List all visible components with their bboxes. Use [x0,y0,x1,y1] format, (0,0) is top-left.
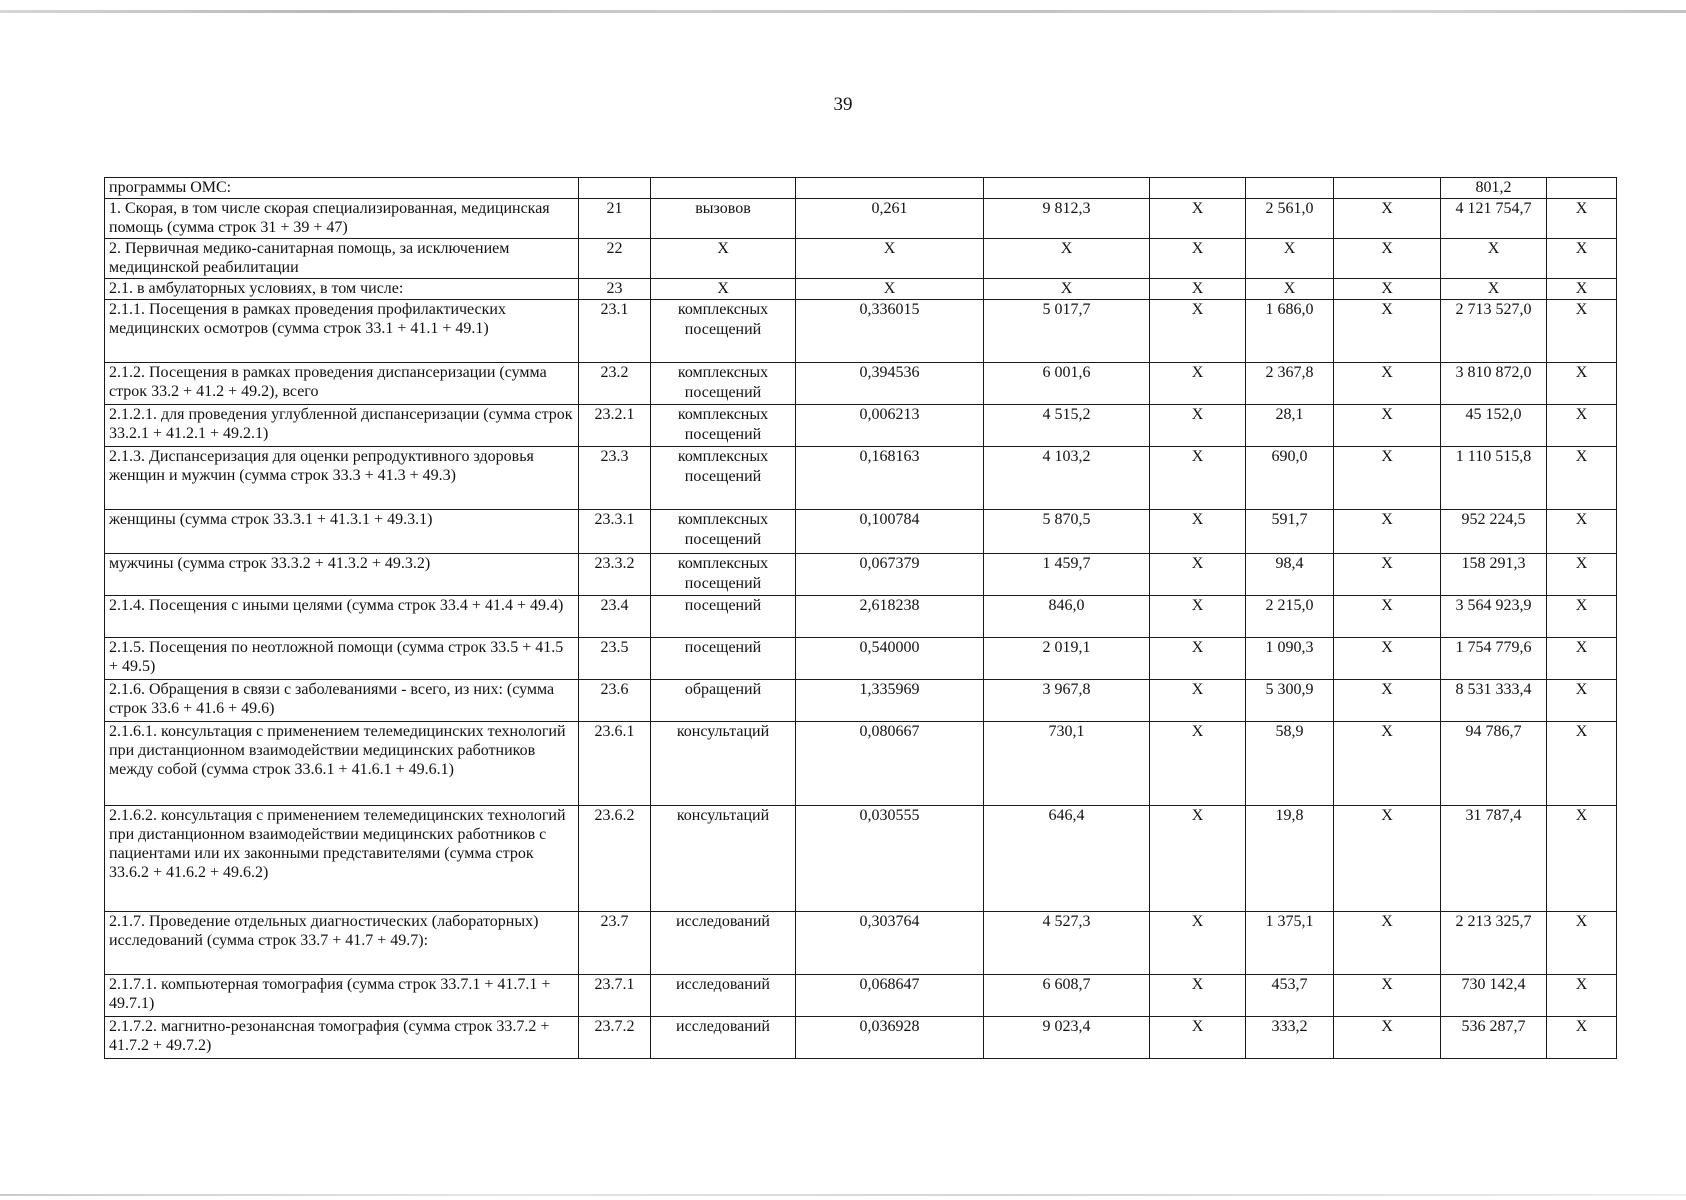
row-unit-cell: комплексных посещений [651,554,796,596]
row-total-cell: 8 531 333,4 [1441,680,1547,722]
row-total-cell: 31 787,4 [1441,806,1547,912]
row-col6-cell: X [1150,638,1246,680]
row-name-cell: 2.1.2.1. для проведения углубленной диспансеризации (сумма строк 33.2.1 + 41.2.1 + 49.2.1) [105,405,579,447]
row-unit-cell: X [651,279,796,300]
row-code-cell: 23.7.1 [579,975,651,1017]
row-col8-cell [1334,178,1441,199]
row-col8-cell: X [1334,680,1441,722]
table-row [105,722,1617,806]
row-code-cell: 23.7 [579,912,651,975]
row-volume-cell: X [796,279,984,300]
row-col8-cell: X [1334,912,1441,975]
row-col8-cell: X [1334,199,1441,239]
row-volume-cell: 0,080667 [796,722,984,806]
row-col6-cell: X [1150,596,1246,638]
row-total-cell: 158 291,3 [1441,554,1547,596]
row-per-capita-cell: 58,9 [1246,722,1334,806]
table-row [105,554,1617,596]
row-col6-cell: X [1150,554,1246,596]
row-col6-cell: X [1150,239,1246,279]
row-total-cell: 536 287,7 [1441,1017,1547,1059]
row-col10-cell: X [1547,1017,1617,1059]
row-per-capita-cell: 1 090,3 [1246,638,1334,680]
row-cost-cell: 6 608,7 [984,975,1150,1017]
row-cost-cell: 5 017,7 [984,300,1150,363]
row-name-cell: 2.1.6. Обращения в связи с заболеваниями - всего, из них: (сумма строк 33.6 + 41.6 + 49.6) [105,680,579,722]
row-per-capita-cell: X [1246,279,1334,300]
row-volume-cell: 2,618238 [796,596,984,638]
row-volume-cell: 1,335969 [796,680,984,722]
row-col10-cell: X [1547,199,1617,239]
row-per-capita-cell: 28,1 [1246,405,1334,447]
row-per-capita-cell: 98,4 [1246,554,1334,596]
row-code-cell: 23.6.2 [579,806,651,912]
row-unit-cell: консультаций [651,722,796,806]
row-col10-cell: X [1547,239,1617,279]
row-per-capita-cell: 2 215,0 [1246,596,1334,638]
page-number: 39 [833,94,853,115]
row-code-cell: 22 [579,239,651,279]
row-code-cell: 23 [579,279,651,300]
row-total-cell: X [1441,239,1547,279]
row-total-cell: 94 786,7 [1441,722,1547,806]
row-col10-cell: X [1547,722,1617,806]
row-col6-cell: X [1150,447,1246,510]
table-row [105,239,1617,279]
row-per-capita-cell: 5 300,9 [1246,680,1334,722]
row-col8-cell: X [1334,300,1441,363]
row-unit-cell: комплексных посещений [651,363,796,405]
row-per-capita-cell: X [1246,239,1334,279]
row-unit-cell: исследований [651,1017,796,1059]
row-code-cell: 23.6.1 [579,722,651,806]
row-col8-cell: X [1334,363,1441,405]
row-col10-cell: X [1547,447,1617,510]
row-col6-cell: X [1150,680,1246,722]
row-code-cell: 23.6 [579,680,651,722]
row-name-cell: 2.1.4. Посещения с иными целями (сумма строк 33.4 + 41.4 + 49.4) [105,596,579,638]
row-col10-cell: X [1547,912,1617,975]
row-volume-cell: X [796,239,984,279]
row-code-cell: 23.7.2 [579,1017,651,1059]
row-col10-cell: X [1547,596,1617,638]
table-row [105,279,1617,300]
row-col8-cell: X [1334,510,1441,554]
row-name-cell: 1. Скорая, в том числе скорая специализированная, медицинская помощь (сумма строк 31 + 39 + 47) [105,199,579,239]
row-unit-cell: комплексных посещений [651,510,796,554]
row-per-capita-cell: 453,7 [1246,975,1334,1017]
row-volume-cell: 0,067379 [796,554,984,596]
row-unit-cell: вызовов [651,199,796,239]
row-cost-cell: 9 023,4 [984,1017,1150,1059]
table-row [105,510,1617,554]
row-volume-cell: 0,006213 [796,405,984,447]
table-row [105,447,1617,510]
row-name-cell: 2.1.1. Посещения в рамках проведения профилактических медицинских осмотров (сумма строк 33.1 + 41.1 + 49.1) [105,300,579,363]
table-row [105,638,1617,680]
row-total-cell: 2 213 325,7 [1441,912,1547,975]
row-col8-cell: X [1334,447,1441,510]
row-code-cell: 23.3.2 [579,554,651,596]
row-col6-cell: X [1150,1017,1246,1059]
row-volume-cell: 0,303764 [796,912,984,975]
row-unit-cell: обращений [651,680,796,722]
row-col6-cell: X [1150,975,1246,1017]
row-unit-cell: исследований [651,975,796,1017]
row-cost-cell [984,178,1150,199]
row-total-cell: 4 121 754,7 [1441,199,1547,239]
row-col6-cell: X [1150,912,1246,975]
row-col6-cell: X [1150,363,1246,405]
row-col8-cell: X [1334,405,1441,447]
row-unit-cell: посещений [651,638,796,680]
table-row [105,596,1617,638]
row-cost-cell: X [984,279,1150,300]
row-name-cell: 2.1.7. Проведение отдельных диагностических (лабораторных) исследований (сумма строк 33.7 + 41.7 + 49.7): [105,912,579,975]
row-col10-cell: X [1547,975,1617,1017]
row-unit-cell: комплексных посещений [651,300,796,363]
row-cost-cell: X [984,239,1150,279]
row-code-cell: 23.1 [579,300,651,363]
row-col10-cell: X [1547,510,1617,554]
row-col6-cell: X [1150,405,1246,447]
row-name-cell: 2.1.3. Диспансеризация для оценки репродуктивного здоровья женщин и мужчин (сумма строк 33.3 + 41.3 + 49.3) [105,447,579,510]
row-col6-cell [1150,178,1246,199]
row-col10-cell [1547,178,1617,199]
row-name-cell: 2.1.6.1. консультация с применением телемедицинских технологий при дистанционном взаимодействии медицинских работников между собой (сумма строк 33.6.1 + 41.6.1 + 49.6.1) [105,722,579,806]
row-col8-cell: X [1334,554,1441,596]
row-cost-cell: 4 515,2 [984,405,1150,447]
row-col6-cell: X [1150,279,1246,300]
table-row [105,405,1617,447]
row-code-cell: 23.2 [579,363,651,405]
row-per-capita-cell: 2 367,8 [1246,363,1334,405]
row-col8-cell: X [1334,806,1441,912]
row-name-cell: 2.1.6.2. консультация с применением телемедицинских технологий при дистанционном взаимодействии медицинских работников с пациентами или их законными представителями (сумма строк 33.6.2 + 41.6.2 + 49.6.2) [105,806,579,912]
row-code-cell [579,178,651,199]
row-cost-cell: 5 870,5 [984,510,1150,554]
row-cost-cell: 4 103,2 [984,447,1150,510]
row-total-cell: 45 152,0 [1441,405,1547,447]
row-code-cell: 23.3.1 [579,510,651,554]
row-unit-cell: консультаций [651,806,796,912]
row-volume-cell: 0,036928 [796,1017,984,1059]
row-cost-cell: 1 459,7 [984,554,1150,596]
row-total-cell: 1 754 779,6 [1441,638,1547,680]
row-cost-cell: 3 967,8 [984,680,1150,722]
row-volume-cell: 0,168163 [796,447,984,510]
row-per-capita-cell: 2 561,0 [1246,199,1334,239]
row-name-cell: 2.1. в амбулаторных условиях, в том числе: [105,279,579,300]
row-name-cell: мужчины (сумма строк 33.3.2 + 41.3.2 + 49.3.2) [105,554,579,596]
row-per-capita-cell: 690,0 [1246,447,1334,510]
row-volume-cell: 0,100784 [796,510,984,554]
table-row [105,300,1617,363]
row-col6-cell: X [1150,722,1246,806]
row-total-cell: 730 142,4 [1441,975,1547,1017]
row-unit-cell: комплексных посещений [651,447,796,510]
row-col10-cell: X [1547,806,1617,912]
row-unit-cell [651,178,796,199]
row-unit-cell: посещений [651,596,796,638]
row-total-cell: 3 810 872,0 [1441,363,1547,405]
row-name-cell: 2.1.7.1. компьютерная томография (сумма строк 33.7.1 + 41.7.1 + 49.7.1) [105,975,579,1017]
row-cost-cell: 846,0 [984,596,1150,638]
table-row [105,363,1617,405]
row-code-cell: 21 [579,199,651,239]
row-unit-cell: комплексных посещений [651,405,796,447]
row-col8-cell: X [1334,722,1441,806]
table-body [105,178,1617,1059]
row-total-cell: 3 564 923,9 [1441,596,1547,638]
row-name-cell: программы ОМС: [105,178,579,199]
row-total-cell: X [1441,279,1547,300]
table-row [105,199,1617,239]
row-col6-cell: X [1150,510,1246,554]
row-col8-cell: X [1334,975,1441,1017]
row-volume-cell: 0,261 [796,199,984,239]
row-code-cell: 23.5 [579,638,651,680]
row-volume-cell: 0,336015 [796,300,984,363]
row-code-cell: 23.3 [579,447,651,510]
row-col6-cell: X [1150,199,1246,239]
row-total-cell: 801,2 [1441,178,1547,199]
row-col10-cell: X [1547,300,1617,363]
row-col6-cell: X [1150,806,1246,912]
row-code-cell: 23.2.1 [579,405,651,447]
scan-edge-bottom [0,1194,1686,1196]
row-cost-cell: 6 001,6 [984,363,1150,405]
row-volume-cell: 0,068647 [796,975,984,1017]
row-cost-cell: 730,1 [984,722,1150,806]
row-col10-cell: X [1547,554,1617,596]
table-row [105,912,1617,975]
scan-edge-top [0,10,1686,13]
row-total-cell: 2 713 527,0 [1441,300,1547,363]
table-row [105,1017,1617,1059]
row-col10-cell: X [1547,638,1617,680]
row-per-capita-cell: 1 375,1 [1246,912,1334,975]
row-volume-cell: 0,540000 [796,638,984,680]
row-unit-cell: X [651,239,796,279]
row-cost-cell: 4 527,3 [984,912,1150,975]
row-name-cell: 2.1.7.2. магнитно-резонансная томография (сумма строк 33.7.2 + 41.7.2 + 49.7.2) [105,1017,579,1059]
row-col8-cell: X [1334,638,1441,680]
row-col8-cell: X [1334,1017,1441,1059]
data-table [104,177,1617,1059]
table-row [105,975,1617,1017]
row-col10-cell: X [1547,363,1617,405]
row-total-cell: 1 110 515,8 [1441,447,1547,510]
row-cost-cell: 9 812,3 [984,199,1150,239]
row-unit-cell: исследований [651,912,796,975]
row-col6-cell: X [1150,300,1246,363]
row-name-cell: 2. Первичная медико-санитарная помощь, за исключением медицинской реабилитации [105,239,579,279]
table-row [105,680,1617,722]
row-volume-cell: 0,030555 [796,806,984,912]
row-per-capita-cell: 19,8 [1246,806,1334,912]
row-name-cell: 2.1.2. Посещения в рамках проведения диспансеризации (сумма строк 33.2 + 41.2 + 49.2), всего [105,363,579,405]
table-row [105,178,1617,199]
row-name-cell: женщины (сумма строк 33.3.1 + 41.3.1 + 49.3.1) [105,510,579,554]
row-col8-cell: X [1334,239,1441,279]
row-col8-cell: X [1334,279,1441,300]
row-col10-cell: X [1547,405,1617,447]
row-col8-cell: X [1334,596,1441,638]
row-cost-cell: 646,4 [984,806,1150,912]
row-col10-cell: X [1547,680,1617,722]
row-col10-cell: X [1547,279,1617,300]
row-cost-cell: 2 019,1 [984,638,1150,680]
row-per-capita-cell: 591,7 [1246,510,1334,554]
row-per-capita-cell: 1 686,0 [1246,300,1334,363]
row-code-cell: 23.4 [579,596,651,638]
row-per-capita-cell: 333,2 [1246,1017,1334,1059]
row-volume-cell: 0,394536 [796,363,984,405]
row-name-cell: 2.1.5. Посещения по неотложной помощи (сумма строк 33.5 + 41.5 + 49.5) [105,638,579,680]
row-total-cell: 952 224,5 [1441,510,1547,554]
table-row [105,806,1617,912]
row-volume-cell [796,178,984,199]
row-per-capita-cell [1246,178,1334,199]
